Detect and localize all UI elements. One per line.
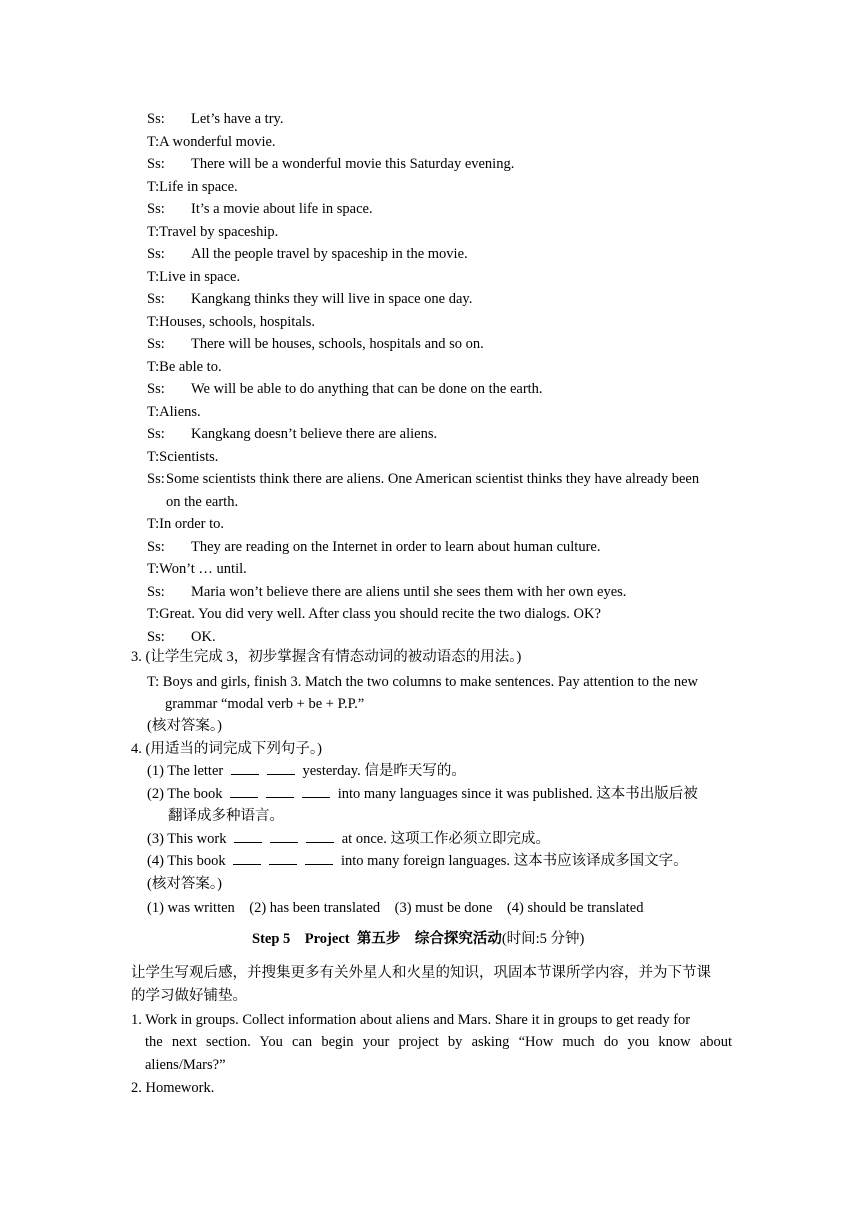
dialog-line — [147, 109, 283, 129]
dialog-line — [147, 424, 437, 444]
dialog-text: A wonderful movie. — [159, 133, 276, 150]
blank[interactable] — [231, 762, 259, 775]
step5-title-time: (时间:5 分钟) — [501, 931, 585, 947]
dialog-line — [147, 469, 699, 489]
speaker-label: T: — [147, 133, 160, 150]
dialog-line — [147, 267, 240, 287]
dialog-line — [147, 177, 238, 197]
item4-heading: 4. (用适当的词完成下列句子。) — [131, 741, 322, 757]
speaker-label: T: — [147, 448, 160, 465]
dialog-line — [147, 154, 514, 174]
blank[interactable] — [266, 785, 294, 798]
speaker-label: Ss: — [147, 628, 165, 645]
dialog-line — [147, 312, 315, 332]
dialog-text: Won’t … until. — [159, 561, 247, 577]
blank[interactable] — [234, 830, 262, 843]
dialog-text: There will be houses, schools, hospitals and so on. — [191, 336, 484, 352]
item4-sentence-1 — [147, 761, 466, 781]
item3-instruction-line1: T: Boys and girls, finish 3. Match the two columns to make sentences. Pay attention to the new — [147, 674, 698, 690]
dialog-text: Travel by spaceship. — [159, 223, 279, 240]
dialog-text: Be able to. — [159, 358, 222, 375]
blank[interactable] — [230, 785, 258, 798]
speaker-label: T: — [147, 516, 160, 532]
dialog-text: Scientists. — [159, 448, 219, 465]
dialog-line — [147, 582, 626, 602]
dialog-text: We will be able to do anything that can be done on the earth. — [191, 381, 543, 397]
dialog-line — [147, 244, 468, 264]
item4-sentence-2 — [147, 784, 698, 804]
dialog-text: Kangkang doesn’t believe there are aliens. — [191, 426, 438, 442]
dialog-line — [147, 627, 216, 647]
step5-title-bold: Step 5 Project 第五步 综合探究活动 — [252, 931, 502, 947]
sentence-4-end: into many foreign languages. 这本书应该译成多国文字。 — [340, 853, 688, 869]
dialog-line — [147, 357, 222, 377]
dialog-text: OK. — [191, 628, 216, 645]
speaker-label: T: — [147, 268, 160, 285]
blank[interactable] — [306, 830, 334, 843]
speaker-label: Ss: — [147, 156, 165, 172]
blank[interactable] — [270, 830, 298, 843]
speaker-label: Ss: — [147, 583, 165, 600]
sentence-2-end: into many languages since it was published. 这本书出版后被 — [337, 786, 698, 802]
step5-title — [252, 929, 584, 949]
sentence-2-continuation: 翻译成多种语言。 — [168, 808, 284, 824]
dialog-text: All the people travel by spaceship in the movie. — [191, 246, 468, 262]
dialog-text: It’s a movie about life in space. — [191, 201, 373, 217]
item3-heading: 3. (让学生完成 3，初步掌握含有情态动词的被动语态的用法。) — [131, 649, 522, 665]
dialog-text: on the earth. — [166, 493, 239, 510]
blank[interactable] — [302, 785, 330, 798]
dialog-line — [147, 604, 601, 624]
speaker-label: T: — [147, 223, 160, 240]
sentence-4-start: (4) This book — [147, 853, 226, 869]
blank[interactable] — [269, 852, 297, 865]
item4-sentence-3 — [147, 829, 550, 849]
speaker-label: Ss: — [147, 291, 165, 307]
dialog-text: Let’s have a try. — [191, 111, 284, 127]
blank[interactable] — [267, 762, 295, 775]
dialog-line — [147, 199, 373, 219]
sentence-2-start: (2) The book — [147, 786, 223, 802]
dialog-line — [147, 402, 201, 422]
project-item1-line1: 1. Work in groups. Collect information about aliens and Mars. Share it in groups to get ready for — [131, 1012, 691, 1028]
dialog-text: Maria won’t believe there are aliens until she sees them with her own eyes. — [191, 583, 627, 600]
blank[interactable] — [233, 852, 261, 865]
dialog-line — [147, 289, 472, 309]
dialog-text: In order to. — [159, 516, 224, 532]
dialog-line — [147, 537, 600, 557]
item3-instruction-line2: grammar “modal verb + be + P.P.” — [165, 696, 365, 712]
speaker-label: Ss: — [147, 201, 165, 217]
dialog-line — [166, 492, 238, 512]
dialog-text: Houses, schools, hospitals. — [159, 313, 316, 330]
speaker-label: T: — [147, 358, 160, 375]
dialog-line — [147, 559, 247, 579]
dialog-line — [147, 132, 276, 152]
item4-check: (核对答案。) — [147, 876, 222, 892]
dialog-text: Some scientists think there are aliens. One American scientist thinks they have already been — [166, 471, 700, 487]
speaker-label: T: — [147, 403, 160, 420]
sentence-1-end: yesterday. 信是昨天写的。 — [302, 763, 466, 779]
item3-check: (核对答案。) — [147, 718, 222, 734]
speaker-label: Ss: — [147, 111, 165, 127]
speaker-label: T: — [147, 606, 160, 622]
speaker-label: Ss: — [147, 471, 165, 487]
speaker-label: Ss: — [147, 381, 165, 397]
speaker-label: T: — [147, 313, 160, 330]
speaker-label: T: — [147, 561, 160, 577]
sentence-3-end: at once. 这项工作必须立即完成。 — [341, 831, 550, 847]
dialog-text: There will be a wonderful movie this Saturday evening. — [191, 156, 515, 172]
dialog-line — [147, 447, 218, 467]
dialog-line — [147, 514, 224, 534]
item4-answers: (1) was written (2) has been translated (3) must be done (4) should be translated — [147, 900, 644, 916]
speaker-label: Ss: — [147, 336, 165, 352]
step5-intro-line1: 让学生写观后感，并搜集更多有关外星人和火星的知识，巩固本节课所学内容，并为下节课 — [131, 965, 711, 981]
speaker-label: Ss: — [147, 538, 165, 555]
step5-intro-line2: 的学习做好铺垫。 — [131, 988, 247, 1004]
dialog-text: Life in space. — [159, 178, 238, 195]
dialog-line — [147, 334, 484, 354]
blank[interactable] — [305, 852, 333, 865]
sentence-3-start: (3) This work — [147, 831, 227, 847]
dialog-text: They are reading on the Internet in order to learn about human culture. — [191, 538, 601, 555]
dialog-text: Aliens. — [159, 403, 201, 420]
dialog-line — [147, 222, 278, 242]
dialog-line — [147, 379, 543, 399]
dialog-text: Great. You did very well. After class you should recite the two dialogs. OK? — [159, 606, 601, 622]
dialog-text: Kangkang thinks they will live in space one day. — [191, 291, 473, 307]
sentence-1-start: (1) The letter — [147, 763, 224, 779]
item4-sentence-4 — [147, 851, 688, 871]
dialog-text: Live in space. — [159, 268, 241, 285]
speaker-label: Ss: — [147, 246, 165, 262]
speaker-label: Ss: — [147, 426, 165, 442]
project-item1-line3: aliens/Mars?” — [145, 1057, 226, 1073]
project-item1-line2: the next section. You can begin your project by asking “How much do you know about — [145, 1034, 732, 1050]
speaker-label: T: — [147, 178, 160, 195]
project-item2: 2. Homework. — [131, 1080, 215, 1096]
